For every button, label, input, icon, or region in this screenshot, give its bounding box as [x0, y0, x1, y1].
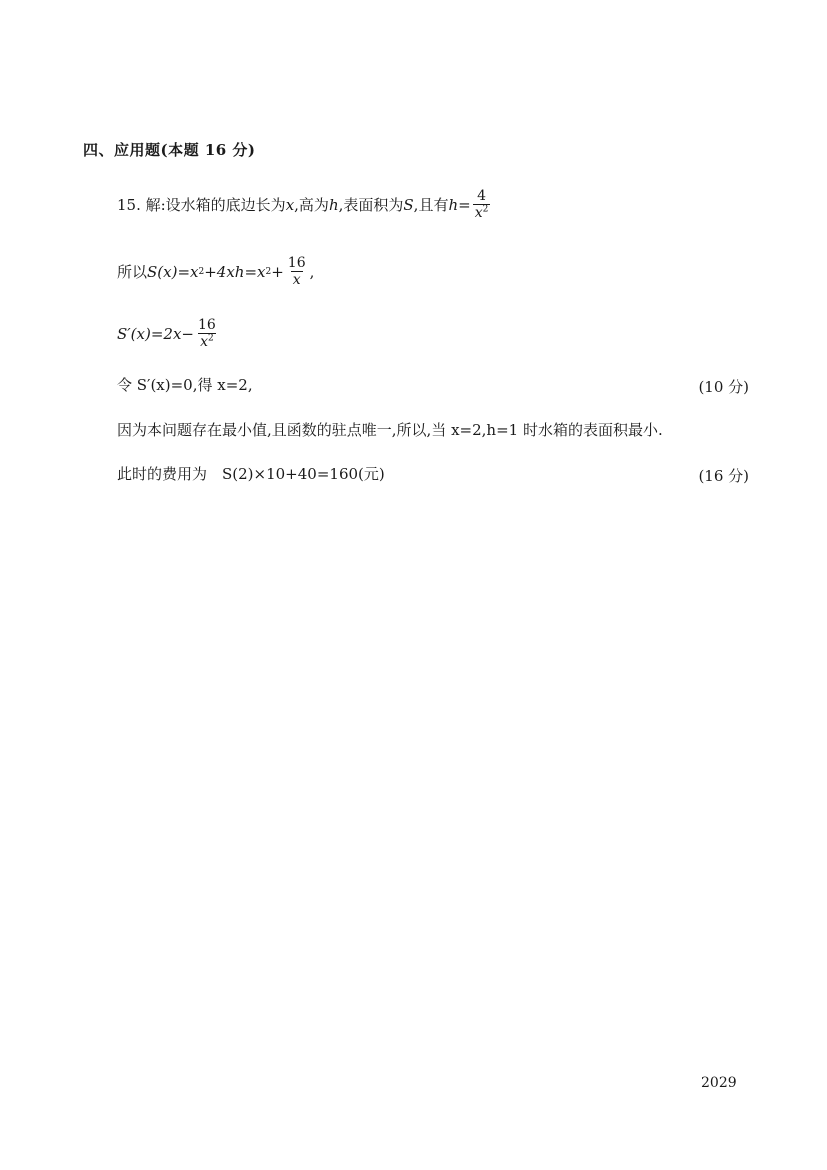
line1-var-s: S	[403, 195, 414, 214]
line6-text: 此时的费用为 S(2)×10+40=160(元)	[117, 465, 385, 483]
solution-line-5	[117, 419, 663, 441]
fraction-denominator	[198, 333, 216, 350]
fraction-16-over-x	[286, 255, 308, 288]
denominator-var: x	[200, 334, 208, 350]
denominator-exponent: 2	[208, 333, 214, 344]
solution-line-4	[117, 374, 253, 396]
score-16: (16 分)	[698, 467, 749, 485]
line1-var-h2: h	[448, 195, 459, 214]
line4-text: 令 S′(x)=0,得 x=2,	[117, 376, 253, 394]
line1-mid2: ,表面积为	[338, 195, 404, 214]
line1-eq: =	[458, 195, 471, 214]
solution-line-1	[117, 188, 492, 221]
line2-expr2: +4xh=x	[204, 262, 266, 281]
page-number: 2029	[701, 1075, 737, 1091]
line1-mid1: ,高为	[294, 195, 329, 214]
line2-expr1: S(x)=x	[147, 262, 199, 281]
line1-prefix: 15. 解:设水箱的底边长为	[117, 195, 286, 214]
solution-line-2: 所以 S(x)=x 2 +4xh=x 2 + $\frac{16}{x}$ ,	[117, 255, 315, 288]
line2-prefix: 所以	[117, 262, 148, 281]
fraction-denominator: x	[292, 272, 301, 288]
section-title: 四、应用题(本题 16 分)	[83, 141, 256, 159]
fraction-4-over-x2	[473, 188, 491, 221]
line2-suffix: ,	[309, 262, 315, 281]
fraction-numerator: 4	[477, 188, 486, 204]
solution-line-6	[117, 463, 385, 485]
fraction-16-over-x2	[196, 317, 218, 350]
line3-expr: S′(x)=2x−	[117, 324, 194, 343]
line2-plus: +	[271, 262, 284, 281]
score-10: (10 分)	[698, 378, 749, 396]
fraction-numerator: 16	[287, 255, 306, 271]
fraction-denominator	[473, 204, 491, 221]
line1-var-h: h	[328, 195, 339, 214]
solution-line-3	[117, 317, 220, 350]
line1-var-x: x	[285, 195, 295, 214]
denominator-var: x	[474, 205, 483, 221]
line1-mid3: ,且有	[413, 195, 449, 214]
denominator-exponent: 2	[482, 204, 489, 215]
fraction-numerator: 16	[198, 317, 216, 333]
line5-text: 因为本问题存在最小值,且函数的驻点唯一,所以,当 x=2,h=1 时水箱的表面积最小.	[117, 421, 663, 439]
